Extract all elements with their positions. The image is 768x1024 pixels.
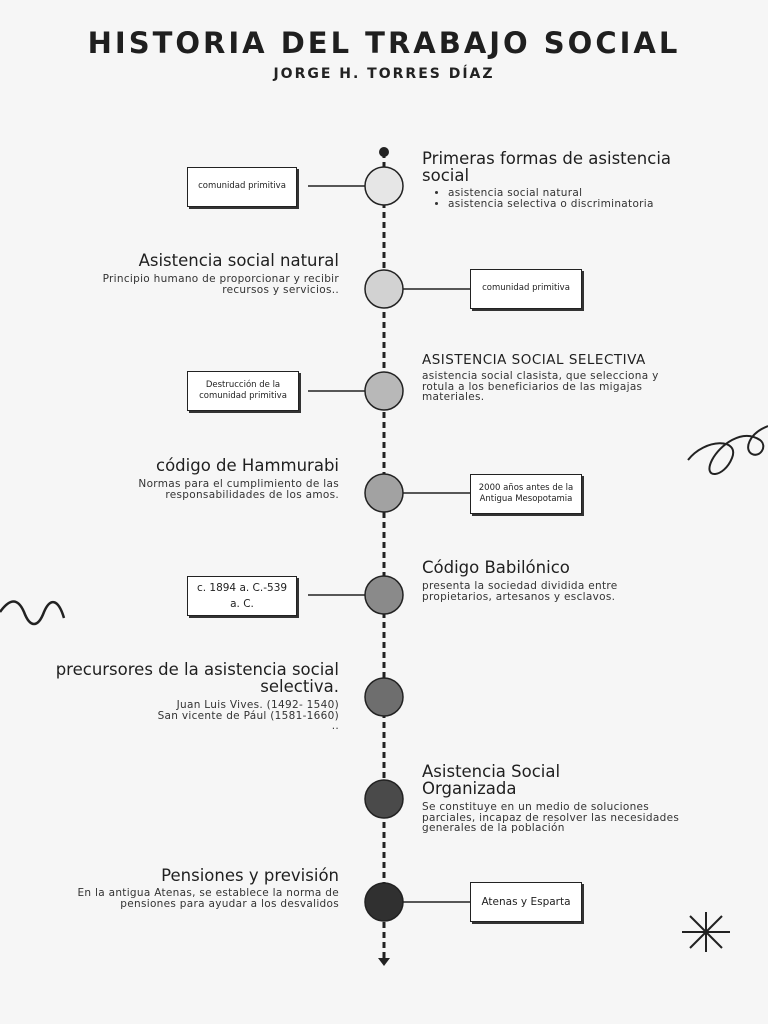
entry-body-4: Normas para el cumplimiento de las responsabilidades de los amos.: [138, 478, 339, 501]
entry-heading-1: Primeras formas de asistencia social: [422, 149, 672, 185]
entry-body-5: presenta la sociedad dividida entre propietarios, artesanos y esclavos.: [422, 580, 618, 603]
entry-heading-5: Código Babilónico: [422, 558, 570, 577]
entry-heading-3: ASISTENCIA SOCIAL SELECTIVA: [422, 352, 646, 368]
entry-heading-6: precursores de la asistencia social selectiva.: [55, 660, 339, 696]
timeline-node-8: [365, 883, 403, 921]
date-box-1: comunidad primitiva: [187, 167, 297, 207]
entry-heading-8: Pensiones y previsión: [161, 866, 339, 885]
entry-body-7: Se constituye en un medio de soluciones parciales, incapaz de resolver las necesidades generales de la población: [422, 801, 680, 834]
author-name: JORGE H. TORRES DÍAZ: [273, 66, 495, 82]
timeline-node-6: [365, 678, 403, 716]
entry-body-3: asistencia social clasista, que selecciona y rotula a los beneficiarios de las migajas materiales.: [422, 370, 659, 403]
entry-heading-4: código de Hammurabi: [156, 456, 339, 475]
entry-body-8: En la antigua Atenas, se establece la norma de pensiones para ayudar a los desvalidos: [77, 887, 339, 910]
decorative-loop-squiggle: [688, 426, 768, 474]
date-box-8: Atenas y Esparta: [470, 882, 582, 922]
timeline-node-2: [365, 270, 403, 308]
decorative-wave-squiggle: [0, 602, 64, 625]
timeline-start-dot: [379, 147, 389, 157]
date-box-4: 2000 años antes de la Antigua Mesopotamia: [470, 474, 582, 514]
entry-heading-7: Asistencia Social Organizada: [422, 762, 561, 798]
decorative-star: [682, 912, 730, 952]
bullet-item: • asistencia social natural: [448, 188, 678, 199]
entry-heading-2: Asistencia social natural: [138, 251, 339, 270]
body-line: Juan Luis Vives. (1492- 1540): [176, 699, 339, 711]
timeline-node-5: [365, 576, 403, 614]
entry-body-6: [60, 700, 339, 732]
timeline-node-3: [365, 372, 403, 410]
timeline-node-7: [365, 780, 403, 818]
entry-bullets-1: [422, 188, 678, 209]
body-line: ..: [331, 720, 339, 732]
date-box-3: Destrucción de la comunidad primitiva: [187, 371, 299, 411]
timeline-node-1: [365, 167, 403, 205]
entry-body-2: Principio humano de proporcionar y recibir recursos y servicios..: [102, 273, 339, 296]
date-box-5: c. 1894 a. C.-539 a. C.: [187, 576, 297, 616]
timeline-arrow-head: [378, 958, 390, 966]
body-line: San vicente de Pául (1581-1660): [157, 709, 339, 722]
date-box-2: comunidad primitiva: [470, 269, 582, 309]
page-title: HISTORIA DEL TRABAJO SOCIAL: [87, 26, 681, 60]
bullet-item: • asistencia selectiva o discriminatoria: [448, 199, 678, 210]
timeline-node-4: [365, 474, 403, 512]
